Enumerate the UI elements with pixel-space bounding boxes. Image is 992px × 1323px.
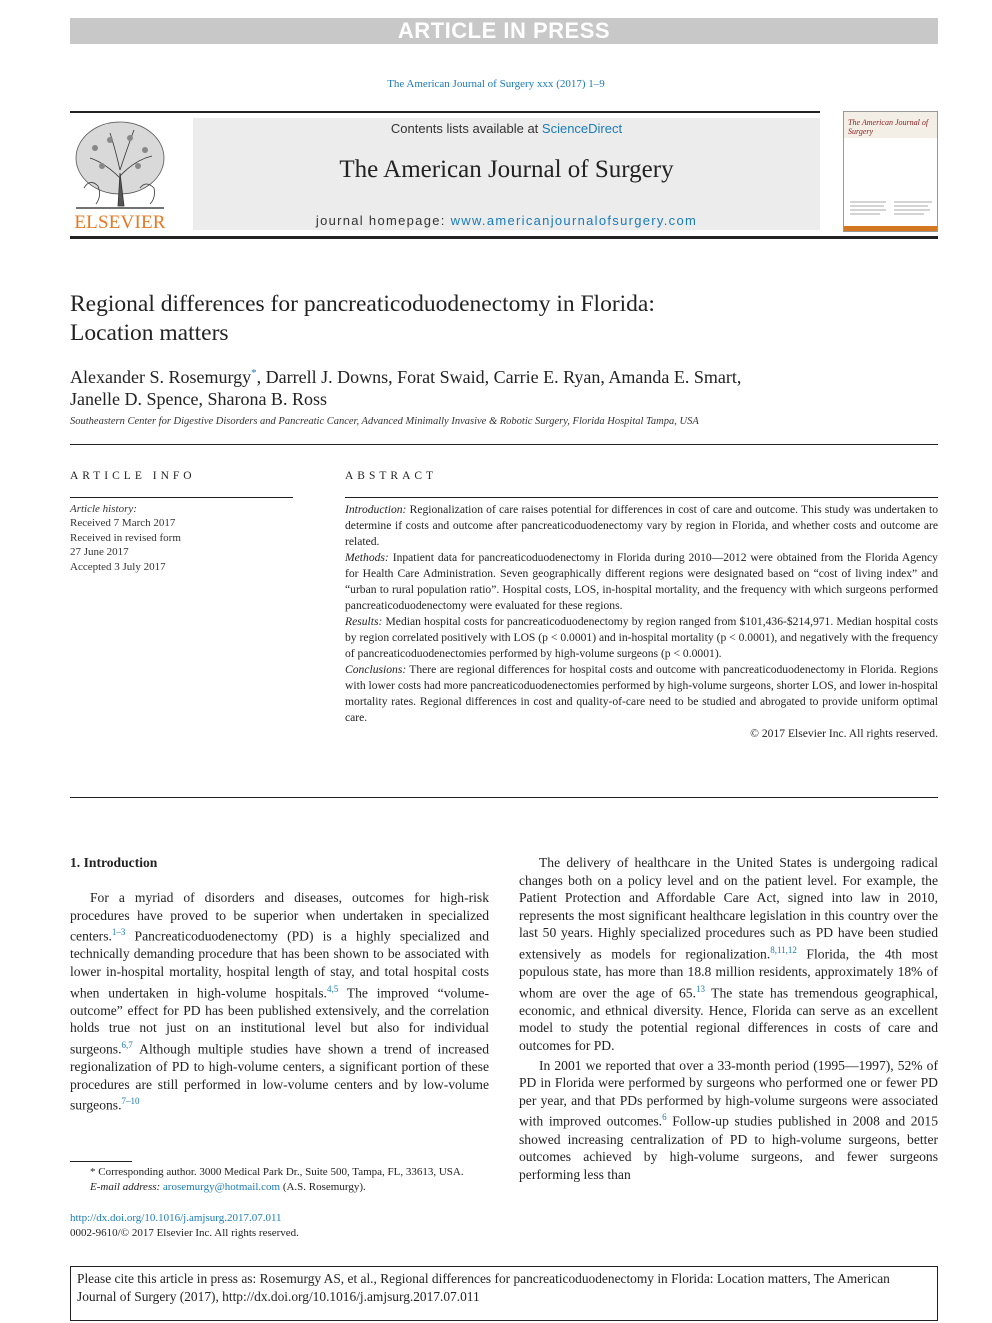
conclusions-text: There are regional differences for hospital costs and outcome with pancreaticoduodenectomy in Florida. Regions with lower costs had more pancreaticoduodenectomies performed by high-volume surgeons, shorter LOS, and lower in-hospital mortality rates. Regional differences in cost and quality-of-care need to be studied and abrogated to provide uniform optimal care. <box>345 663 938 724</box>
results-label: Results: <box>345 615 383 628</box>
revised-label: Received in revised form <box>70 531 181 544</box>
cover-bottom-bar <box>844 226 937 231</box>
text-run: The state has tremendous geographical, economic, and ethnical diversity. Hence, Florida can serve as an excellent model to study the potential regional differences in costs of care and outcomes for PD. <box>519 985 938 1053</box>
text-run: Follow-up studies published in 2008 and 2015 showed increasing centralization of PD to high-volume surgeons, better outcomes achieved by high-volume surgeons, and fewer surgeons performing less than <box>519 1113 938 1182</box>
title-block-rule <box>70 444 938 445</box>
issn-copyright: 0002-9610/© 2017 Elsevier Inc. All rights reserved. <box>70 1227 299 1239</box>
corresponding-author-mark[interactable]: * <box>251 367 257 379</box>
abstract-body <box>345 502 938 742</box>
ref-link[interactable]: 13 <box>696 983 705 994</box>
contents-prefix: Contents lists available at <box>390 121 542 136</box>
intro-text: Regionalization of care raises potential for differences in cost of care and outcome. This study was undertaken to determine if costs and outcome after pancreaticoduodenectomy vary by region in Florida, and whether costs and outcome are related. <box>345 503 938 548</box>
journal-cover-thumbnail[interactable] <box>843 111 938 232</box>
article-info-heading: ARTICLE INFO <box>70 470 196 482</box>
doi-link[interactable]: http://dx.doi.org/10.1016/j.amjsurg.2017.07.011 <box>70 1212 282 1224</box>
ref-link[interactable]: 1–3 <box>111 927 126 938</box>
corresponding-address: Corresponding author. 3000 Medical Park Dr., Suite 500, Tampa, FL, 33613, USA. <box>98 1166 464 1178</box>
abstract-bottom-rule <box>70 797 938 798</box>
text-run: Florida, the 4th most populous state, has more than 18.8 million residents, approximately 18% of whom are over the age of 65. <box>519 946 938 1001</box>
email-suffix: (A.S. Rosemurgy). <box>282 1181 366 1193</box>
ref-link[interactable]: 6,7 <box>121 1039 133 1050</box>
cover-toc-lines <box>850 200 932 220</box>
ref-link[interactable]: 6 <box>662 1112 667 1123</box>
ref-link[interactable]: 4,5 <box>326 983 339 994</box>
text-run: The improved “volume-outcome” effect for PD has been published extensively, and the correlation holds true not just on an institutional level but also for individual surgeons. <box>70 985 489 1057</box>
intro-paragraph-2 <box>519 854 938 1055</box>
journal-homepage-line <box>193 213 820 228</box>
first-author[interactable]: Alexander S. Rosemurgy <box>70 367 252 387</box>
cover-title: The American Journal of Surgery <box>848 118 929 136</box>
received-date: Received 7 March 2017 <box>70 517 176 530</box>
text-run: Although multiple studies have shown a trend of increased regionalization of PD to high-volume centers, a significant portion of these procedures are still performed in low-volume centers and by low-volume surgeons. <box>70 1041 489 1113</box>
article-history <box>70 502 293 574</box>
accepted-date: Accepted 3 July 2017 <box>70 560 166 573</box>
text-run: In 2001 we reported that over a 33-month period (1995—1997), 52% of PD in Florida were performed by surgeons who performed one or fewer PD per year, and that PDs performed by high-volume surgeons were associated with improved outcomes. <box>519 1057 938 1129</box>
homepage-link[interactable]: www.americanjournalofsurgery.com <box>450 213 698 228</box>
homepage-prefix: journal homepage: <box>315 213 451 228</box>
abstract-results <box>345 614 938 662</box>
footnote-rule <box>70 1161 132 1162</box>
text-run: The delivery of healthcare in the United States is undergoing radical changes both on a policy level and on the patient level. For example, the Patient Protection and Affordable Care Act, signed into law in 2010, represents the most significant healthcare legislation in this country over the last 50 years. Highly specialized procedures such as PD have been studied extensively as models for regionalization. <box>519 855 938 962</box>
email-label: E-mail address: <box>90 1181 161 1193</box>
intro-label: Introduction: <box>345 503 407 516</box>
abstract-conclusions <box>345 662 938 726</box>
elsevier-wordmark: ELSEVIER <box>74 212 166 233</box>
corresponding-author-footnote <box>70 1165 490 1195</box>
email-link[interactable]: arosemurgy@hotmail.com <box>162 1181 281 1193</box>
abstract-rule <box>345 497 938 498</box>
header-top-rule <box>70 111 820 113</box>
sciencedirect-link[interactable]: ScienceDirect <box>541 121 623 136</box>
body-column-right <box>519 854 938 1183</box>
abstract-heading: ABSTRACT <box>345 470 438 482</box>
abstract-introduction <box>345 502 938 550</box>
affiliation: Southeastern Center for Digestive Disorders and Pancreatic Cancer, Advanced Minimally Invasive & Robotic Surgery, Florida Hospital Tampa, USA <box>70 416 699 427</box>
intro-paragraph-1 <box>70 889 489 1114</box>
intro-paragraph-3 <box>519 1057 938 1184</box>
journal-title: The American Journal of Surgery <box>339 156 674 183</box>
article-in-press-banner: ARTICLE IN PRESS <box>70 18 938 44</box>
text-run: For a myriad of disorders and diseases, outcomes for high-risk procedures have proved to be superior when undertaken in specialized centers. <box>70 890 489 944</box>
methods-text: Inpatient data for pancreaticoduodenectomy in Florida during 2010—2012 were obtained from the Florida Agency for Health Care Administration. Seven geographically different regions were designated based on “cost of living index” and “urban to rural population ratio”. Hospital costs, LOS, in-hospital mortality, and the frequency with which surgeons performed pancreaticoduodenectomy were evaluated for these regions. <box>345 551 938 612</box>
header-bottom-rule <box>70 236 938 239</box>
article-title-line-2: Location matters <box>70 320 229 346</box>
text-run: Pancreaticoduodenectomy (PD) is a highly specialized and technically demanding procedure that has been shown to be associated with lower in-hospital mortality, hospital length of stay, and total hospital costs when undertaken in high-volume hospitals. <box>70 928 489 1001</box>
ref-link[interactable]: 8,11,12 <box>770 944 797 955</box>
cite-this-article-box: Please cite this article in press as: Rosemurgy AS, et al., Regional differences for pancreaticoduodenectomy in Florida: Location matters, The American Journal of Surgery (2017), http://dx.doi.org/10.1016/j.amjsurg.2017.07.011 <box>70 1266 938 1321</box>
results-text: Median hospital costs for pancreaticoduodenectomy by region ranged from $101,436-$214,971. Median hospital costs by region correlated positively with LOS (p < 0.0001) and in-hospital mortality (p < 0.0001), and negatively with the frequency of pancreaticoduodenectomies performed by high-volume surgeons (p < 0.0001). <box>345 615 938 660</box>
doi-block <box>70 1211 299 1241</box>
authors-line-1[interactable]: , Darrell J. Downs, Forat Swaid, Carrie E. Ryan, Amanda E. Smart, <box>256 367 742 387</box>
journal-citation-line[interactable]: The American Journal of Surgery xxx (2017) 1–9 <box>387 78 605 90</box>
history-label: Article history: <box>70 503 137 515</box>
conclusions-label: Conclusions: <box>345 663 407 676</box>
body-column-left <box>70 889 489 1114</box>
author-list <box>70 362 930 410</box>
article-info-rule <box>70 497 293 498</box>
contents-available-line <box>193 121 820 136</box>
revised-date: 27 June 2017 <box>70 546 129 559</box>
authors-line-2[interactable]: Janelle D. Spence, Sharona B. Ross <box>70 389 327 409</box>
article-title <box>70 290 920 348</box>
abstract-methods <box>345 550 938 614</box>
section-1-heading: 1. Introduction <box>70 855 158 870</box>
article-title-line-1: Regional differences for pancreaticoduodenectomy in Florida: <box>70 291 655 317</box>
abstract-copyright: © 2017 Elsevier Inc. All rights reserved. <box>750 727 938 740</box>
ref-link[interactable]: 7–10 <box>121 1096 140 1107</box>
methods-label: Methods: <box>345 551 389 564</box>
footnote-star: * <box>90 1166 96 1178</box>
